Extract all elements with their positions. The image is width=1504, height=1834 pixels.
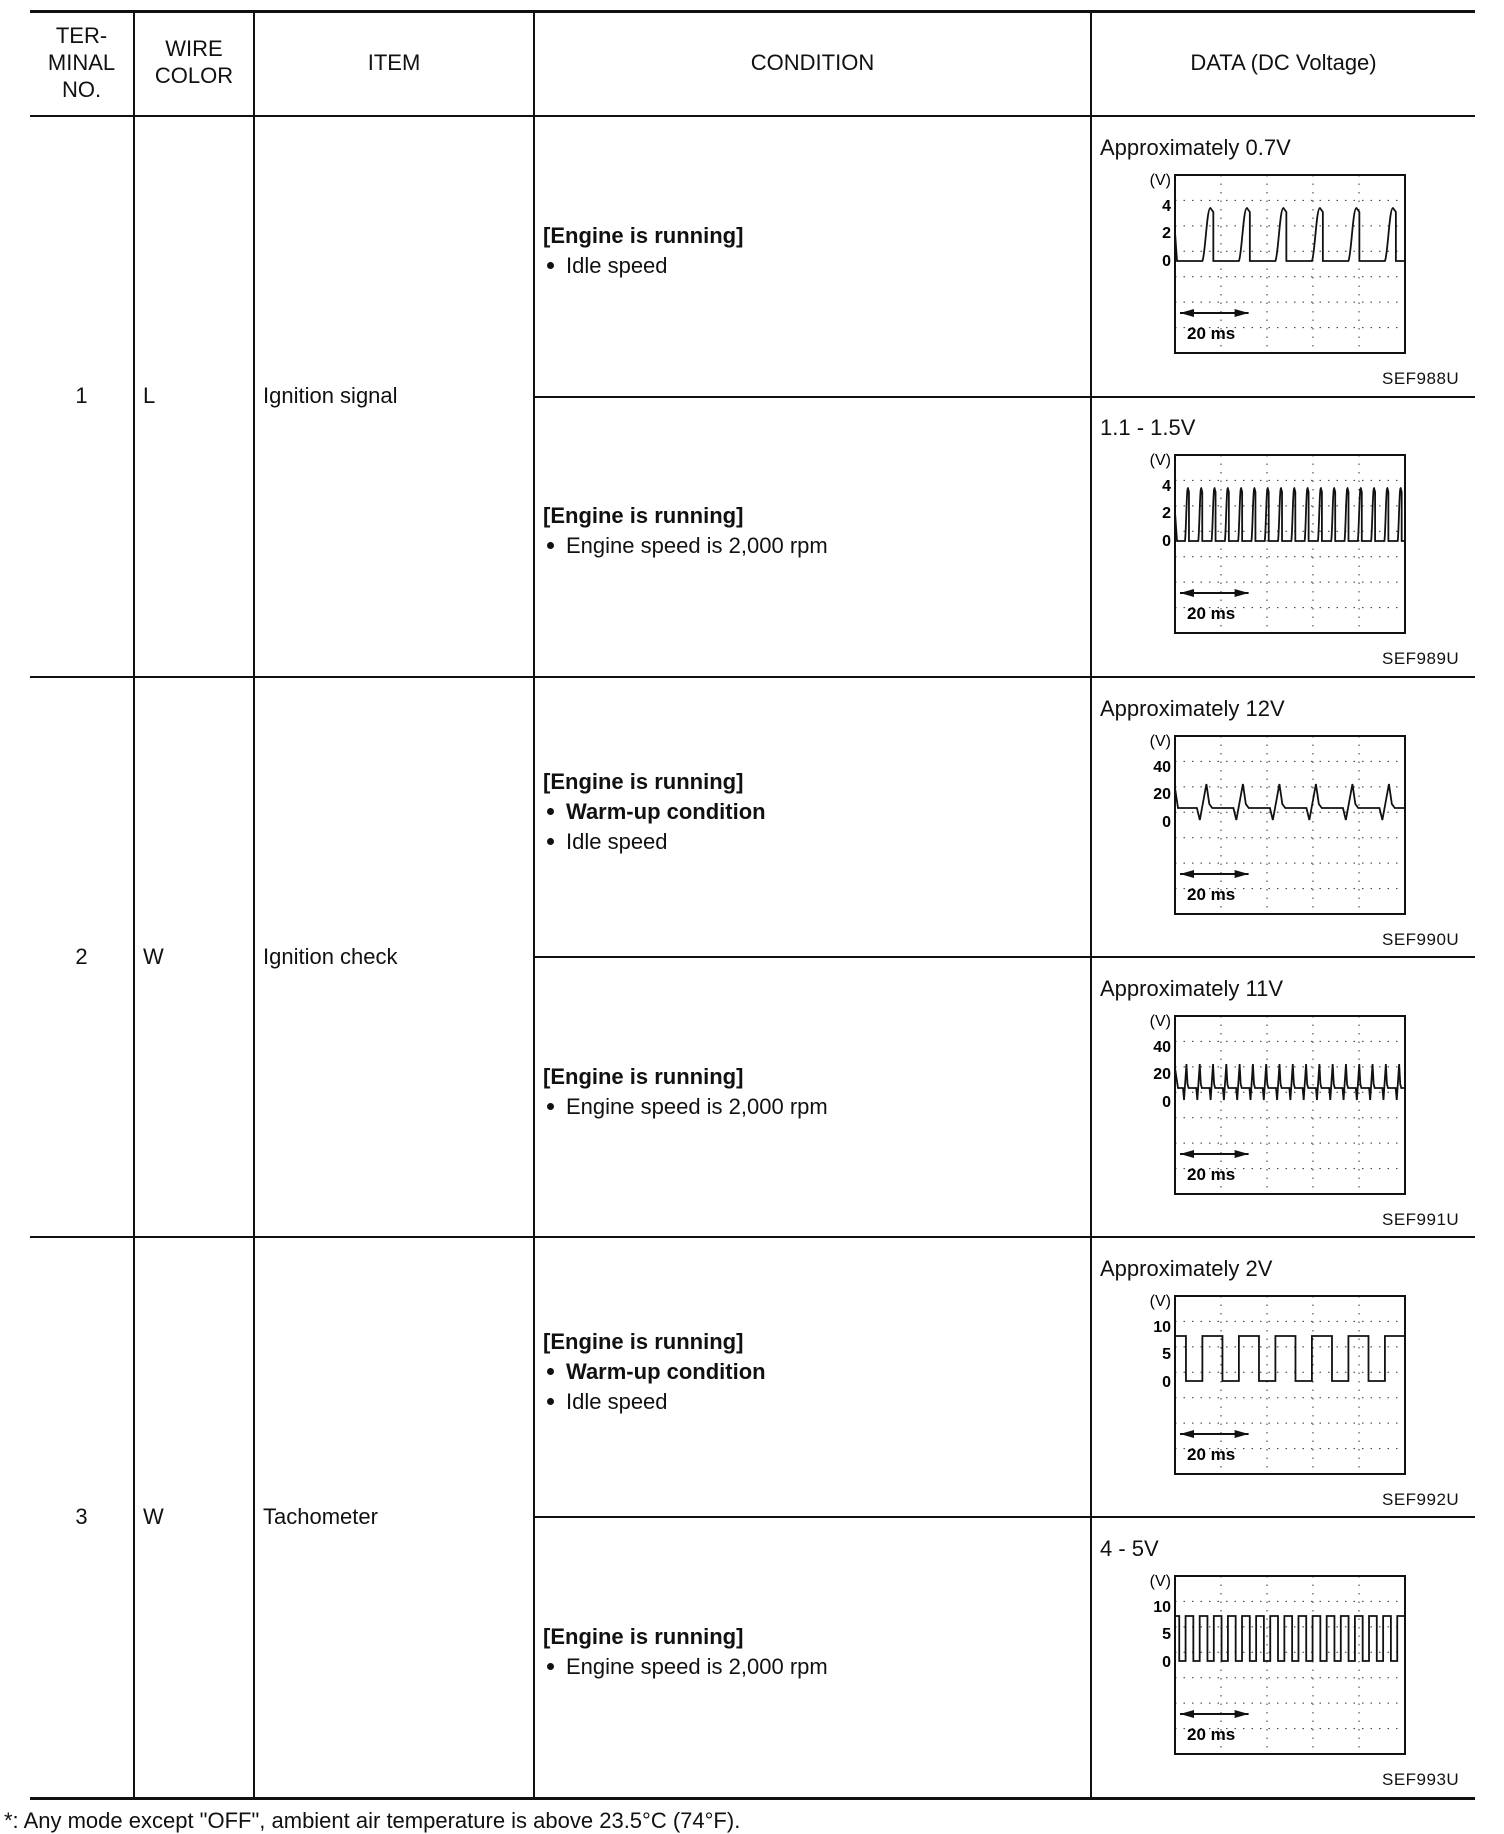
waveform-chart [1130, 1288, 1420, 1478]
waveform-chart [1130, 447, 1420, 637]
condition-text [543, 221, 743, 281]
condition-bullet [543, 1357, 766, 1387]
bullet-text: Warm-up condition [566, 1359, 766, 1384]
y-tick-label: 5 [1162, 1346, 1171, 1363]
y-tick-label: 0 [1162, 1654, 1171, 1671]
y-unit-label: (V) [1149, 733, 1171, 750]
condition-bullet [543, 251, 743, 281]
waveform-trace [1175, 488, 1405, 541]
y-tick-label: 5 [1162, 1626, 1171, 1643]
wire-color: L [143, 382, 156, 408]
waveform-chart [1130, 728, 1420, 918]
y-tick-label: 4 [1162, 478, 1171, 495]
y-tick-label: 4 [1162, 198, 1171, 215]
y-tick-label: 0 [1162, 1094, 1171, 1111]
condition-bullet [543, 827, 766, 857]
y-unit-label: (V) [1149, 1573, 1171, 1590]
bullet-dot-icon [547, 1663, 554, 1670]
bullet-text: Engine speed is 2,000 rpm [566, 1654, 828, 1679]
arrow-right-icon [1235, 1430, 1249, 1438]
bullet-text: Idle speed [566, 253, 668, 278]
terminal-number: 2 [75, 943, 88, 969]
oscilloscope-waveform [1130, 1288, 1420, 1478]
condition-bullet [543, 1092, 828, 1122]
arrow-left-icon [1180, 309, 1194, 317]
header-data: DATA (DC Voltage) [1190, 49, 1377, 75]
condition-text [543, 1062, 828, 1122]
arrow-left-icon [1180, 589, 1194, 597]
bullet-text: Idle speed [566, 829, 668, 854]
condition-text [543, 767, 766, 857]
bullet-dot-icon [547, 262, 554, 269]
voltage-value: Approximately 0.7V [1100, 135, 1291, 160]
waveform-chart [1130, 167, 1420, 357]
y-tick-label: 0 [1162, 253, 1171, 270]
col-divider-4 [1090, 10, 1092, 1798]
header-bottom-rule [30, 115, 1475, 117]
y-tick-label: 2 [1162, 505, 1171, 522]
condition-text [543, 501, 828, 561]
y-tick-label: 20 [1153, 1066, 1171, 1083]
arrow-right-icon [1235, 870, 1249, 878]
header-item: ITEM [367, 49, 421, 75]
item-name: Tachometer [263, 1503, 378, 1529]
arrow-left-icon [1180, 1710, 1194, 1718]
arrow-right-icon [1235, 589, 1249, 597]
bullet-text: Warm-up condition [566, 799, 766, 824]
y-tick-label: 20 [1153, 786, 1171, 803]
y-unit-label: (V) [1149, 1013, 1171, 1030]
waveform-trace [1175, 784, 1405, 820]
footnote: *: Any mode except "OFF", ambient air temperature is above 23.5°C (74°F). [4, 1808, 741, 1833]
waveform-trace [1175, 208, 1405, 261]
voltage-value: Approximately 12V [1100, 696, 1285, 721]
voltage-value: Approximately 2V [1100, 1256, 1273, 1281]
y-tick-label: 0 [1162, 814, 1171, 831]
oscilloscope-waveform [1130, 1008, 1420, 1198]
figure-code: SEF990U [1382, 930, 1460, 949]
oscilloscope-waveform [1130, 728, 1420, 918]
header-condition: CONDITION [750, 49, 875, 75]
y-tick-label: 40 [1153, 759, 1171, 776]
y-unit-label: (V) [1149, 172, 1171, 189]
arrow-right-icon [1235, 309, 1249, 317]
condition-heading: [Engine is running] [543, 503, 744, 528]
waveform-trace [1175, 1616, 1405, 1661]
condition-bullet [543, 1652, 828, 1682]
waveform-chart [1130, 1568, 1420, 1758]
time-scale-label: 20 ms [1187, 1165, 1236, 1184]
item-name: Ignition signal [263, 382, 398, 408]
sub-divider-1 [535, 396, 1475, 398]
arrow-left-icon [1180, 1430, 1194, 1438]
bullet-dot-icon [547, 838, 554, 845]
y-tick-label: 0 [1162, 1374, 1171, 1391]
header-terminal-no: TER- MINAL NO. [47, 22, 116, 102]
condition-heading: [Engine is running] [543, 1329, 744, 1354]
y-tick-label: 40 [1153, 1039, 1171, 1056]
bullet-dot-icon [547, 808, 554, 815]
arrow-right-icon [1235, 1710, 1249, 1718]
col-divider-3 [533, 10, 535, 1798]
bullet-dot-icon [547, 1398, 554, 1405]
voltage-value: 1.1 - 1.5V [1100, 415, 1196, 440]
condition-bullet [543, 531, 828, 561]
bullet-dot-icon [547, 1368, 554, 1375]
row-divider-2 [30, 1236, 1475, 1238]
oscilloscope-waveform [1130, 167, 1420, 357]
figure-code: SEF989U [1382, 649, 1460, 668]
y-tick-label: 0 [1162, 533, 1171, 550]
y-tick-label: 10 [1153, 1599, 1171, 1616]
header-wire-color: WIRE COLOR [154, 36, 234, 88]
bullet-text: Engine speed is 2,000 rpm [566, 1094, 828, 1119]
terminal-number: 3 [75, 1503, 88, 1529]
arrow-left-icon [1180, 870, 1194, 878]
terminal-data-table [30, 0, 1475, 1810]
time-scale-label: 20 ms [1187, 324, 1236, 343]
sub-divider-2 [535, 956, 1475, 958]
table-bottom-rule [30, 1797, 1475, 1800]
bullet-text: Idle speed [566, 1389, 668, 1414]
y-unit-label: (V) [1149, 452, 1171, 469]
voltage-value: 4 - 5V [1100, 1536, 1159, 1561]
figure-code: SEF991U [1382, 1210, 1460, 1229]
time-scale-label: 20 ms [1187, 604, 1236, 623]
item-name: Ignition check [263, 943, 398, 969]
condition-bullet [543, 1387, 766, 1417]
y-tick-label: 2 [1162, 225, 1171, 242]
time-scale-label: 20 ms [1187, 1445, 1236, 1464]
condition-text [543, 1622, 828, 1682]
condition-bullet [543, 797, 766, 827]
table-top-rule [30, 10, 1475, 13]
figure-code: SEF988U [1382, 369, 1460, 388]
oscilloscope-waveform [1130, 447, 1420, 637]
bullet-text: Engine speed is 2,000 rpm [566, 533, 828, 558]
sub-divider-3 [535, 1516, 1475, 1518]
terminal-number: 1 [75, 382, 88, 408]
wire-color: W [143, 1503, 164, 1529]
col-divider-1 [133, 10, 135, 1798]
oscilloscope-waveform [1130, 1568, 1420, 1758]
waveform-trace [1175, 1336, 1405, 1381]
voltage-value: Approximately 11V [1100, 976, 1284, 1001]
arrow-left-icon [1180, 1150, 1194, 1158]
figure-code: SEF992U [1382, 1490, 1460, 1509]
time-scale-label: 20 ms [1187, 1725, 1236, 1744]
col-divider-2 [253, 10, 255, 1798]
waveform-trace [1175, 1064, 1405, 1100]
y-unit-label: (V) [1149, 1293, 1171, 1310]
condition-heading: [Engine is running] [543, 769, 744, 794]
arrow-right-icon [1235, 1150, 1249, 1158]
figure-code: SEF993U [1382, 1770, 1460, 1789]
condition-heading: [Engine is running] [543, 1624, 744, 1649]
wire-color: W [143, 943, 164, 969]
condition-text [543, 1327, 766, 1417]
y-tick-label: 10 [1153, 1319, 1171, 1336]
time-scale-label: 20 ms [1187, 885, 1236, 904]
waveform-chart [1130, 1008, 1420, 1198]
bullet-dot-icon [547, 542, 554, 549]
condition-heading: [Engine is running] [543, 1064, 744, 1089]
bullet-dot-icon [547, 1103, 554, 1110]
row-divider-1 [30, 676, 1475, 678]
condition-heading: [Engine is running] [543, 223, 744, 248]
